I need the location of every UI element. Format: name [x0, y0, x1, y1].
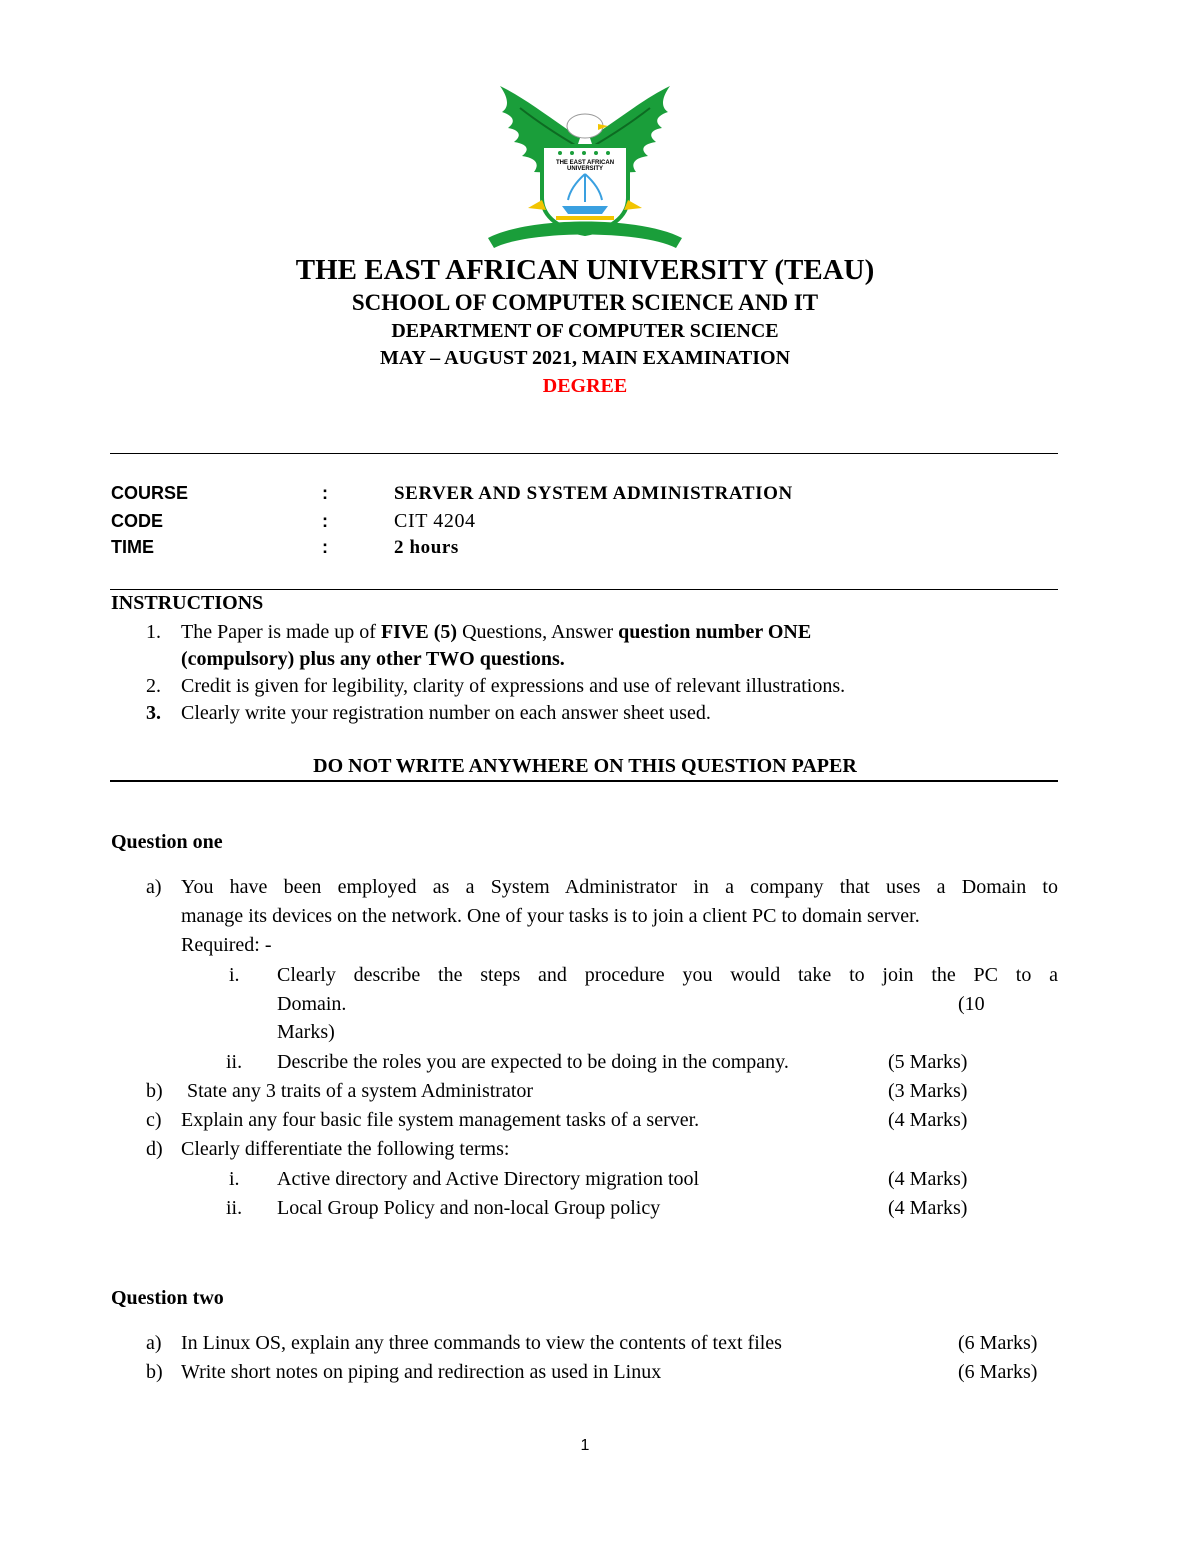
q1a-ii-text: Describe the roles you are expected to be doing in the company. [277, 1051, 789, 1073]
question-one-title: Question one [111, 831, 223, 853]
divider-middle [110, 589, 1058, 590]
warning-text: DO NOT WRITE ANYWHERE ON THIS QUESTION PAPER [313, 755, 857, 777]
instruction-1-bold-a: FIVE (5) [380, 621, 458, 643]
q1a-i-marks-line2: Marks) [277, 1021, 335, 1043]
instruction-1-text-a: The Paper is made up of [181, 621, 381, 643]
divider-top [110, 453, 1058, 454]
q1a-ii-label: ii. [226, 1051, 243, 1073]
q1d-i-label: i. [229, 1168, 240, 1190]
q1a-line1: You have been employed as a System Administrator in a company that uses a Domain to [181, 876, 1058, 898]
instruction-1-bold-b: question number ONE [618, 621, 812, 643]
department-title: DEPARTMENT OF COMPUTER SCIENCE [391, 320, 779, 342]
exam-title: MAY – AUGUST 2021, MAIN EXAMINATION [379, 347, 791, 369]
time-value: 2 hours [394, 537, 459, 558]
q2b-text: Write short notes on piping and redirection as used in Linux [181, 1361, 662, 1383]
crest-motto: THE EAST AFRICAN UNIVERSITY [555, 160, 615, 172]
code-sep: : [322, 511, 328, 531]
school-title: SCHOOL OF COMPUTER SCIENCE AND IT [351, 290, 819, 315]
divider-bottom [110, 780, 1058, 782]
q2b-marks: (6 Marks) [958, 1361, 1038, 1383]
q1c-text: Explain any four basic file system management tasks of a server. [181, 1109, 700, 1131]
q2a-marks: (6 Marks) [958, 1332, 1038, 1354]
q1a-i-label: i. [229, 964, 240, 986]
q1d-ii-text: Local Group Policy and non-local Group policy [277, 1197, 661, 1219]
q1a-i-line1: Clearly describe the steps and procedure you would take to join the PC to a [277, 964, 1058, 986]
q2b-label: b) [146, 1361, 163, 1383]
q1b-text: State any 3 traits of a system Administrator [187, 1080, 534, 1102]
instruction-1 [181, 621, 811, 644]
instruction-3: Clearly write your registration number on each answer sheet used. [181, 702, 711, 724]
instruction-1-text-b: Questions, Answer [457, 621, 619, 643]
course-value: SERVER AND SYSTEM ADMINISTRATION [394, 483, 793, 504]
instruction-1-line2: (compulsory) plus any other TWO questions. [181, 648, 565, 670]
code-label: CODE [111, 511, 164, 531]
degree-label: DEGREE [542, 375, 628, 397]
q1d-i-marks: (4 Marks) [888, 1168, 968, 1190]
q1b-marks: (3 Marks) [888, 1080, 968, 1102]
page-number: 1 [580, 1437, 590, 1454]
instruction-3-num: 3. [146, 702, 161, 724]
q1a-i-line2: Domain. [277, 993, 347, 1015]
q1c-label: c) [146, 1109, 162, 1131]
q1a-line2: manage its devices on the network. One of your tasks is to join a client PC to domain server. [181, 905, 920, 927]
instruction-2-num: 2. [146, 675, 161, 697]
code-value: CIT 4204 [394, 510, 476, 532]
time-sep: : [322, 537, 328, 557]
time-label: TIME [111, 537, 154, 557]
q2a-text: In Linux OS, explain any three commands to view the contents of text files [181, 1332, 782, 1354]
instruction-1-num: 1. [146, 621, 161, 643]
q1a-ii-marks: (5 Marks) [888, 1051, 968, 1073]
university-crest [480, 78, 690, 250]
question-two-title: Question two [111, 1287, 224, 1309]
instructions-title: INSTRUCTIONS [111, 592, 264, 614]
q1b-label: b) [146, 1080, 163, 1102]
q1d-label: d) [146, 1138, 163, 1160]
q1c-marks: (4 Marks) [888, 1109, 968, 1131]
q1d-ii-marks: (4 Marks) [888, 1197, 968, 1219]
q1d-i-text: Active directory and Active Directory migration tool [277, 1168, 700, 1190]
instruction-2: Credit is given for legibility, clarity of expressions and use of relevant illustrations. [181, 675, 846, 697]
course-label: COURSE [111, 483, 189, 503]
course-sep: : [322, 483, 328, 503]
q1d-text: Clearly differentiate the following terms: [181, 1138, 510, 1160]
q1a-line3: Required: - [181, 934, 272, 956]
university-title: THE EAST AFRICAN UNIVERSITY (TEAU) [295, 254, 875, 286]
q1a-i-marks: (10 [958, 993, 985, 1015]
q1d-ii-label: ii. [226, 1197, 243, 1219]
q2a-label: a) [146, 1332, 162, 1354]
q1a-label: a) [146, 876, 162, 898]
